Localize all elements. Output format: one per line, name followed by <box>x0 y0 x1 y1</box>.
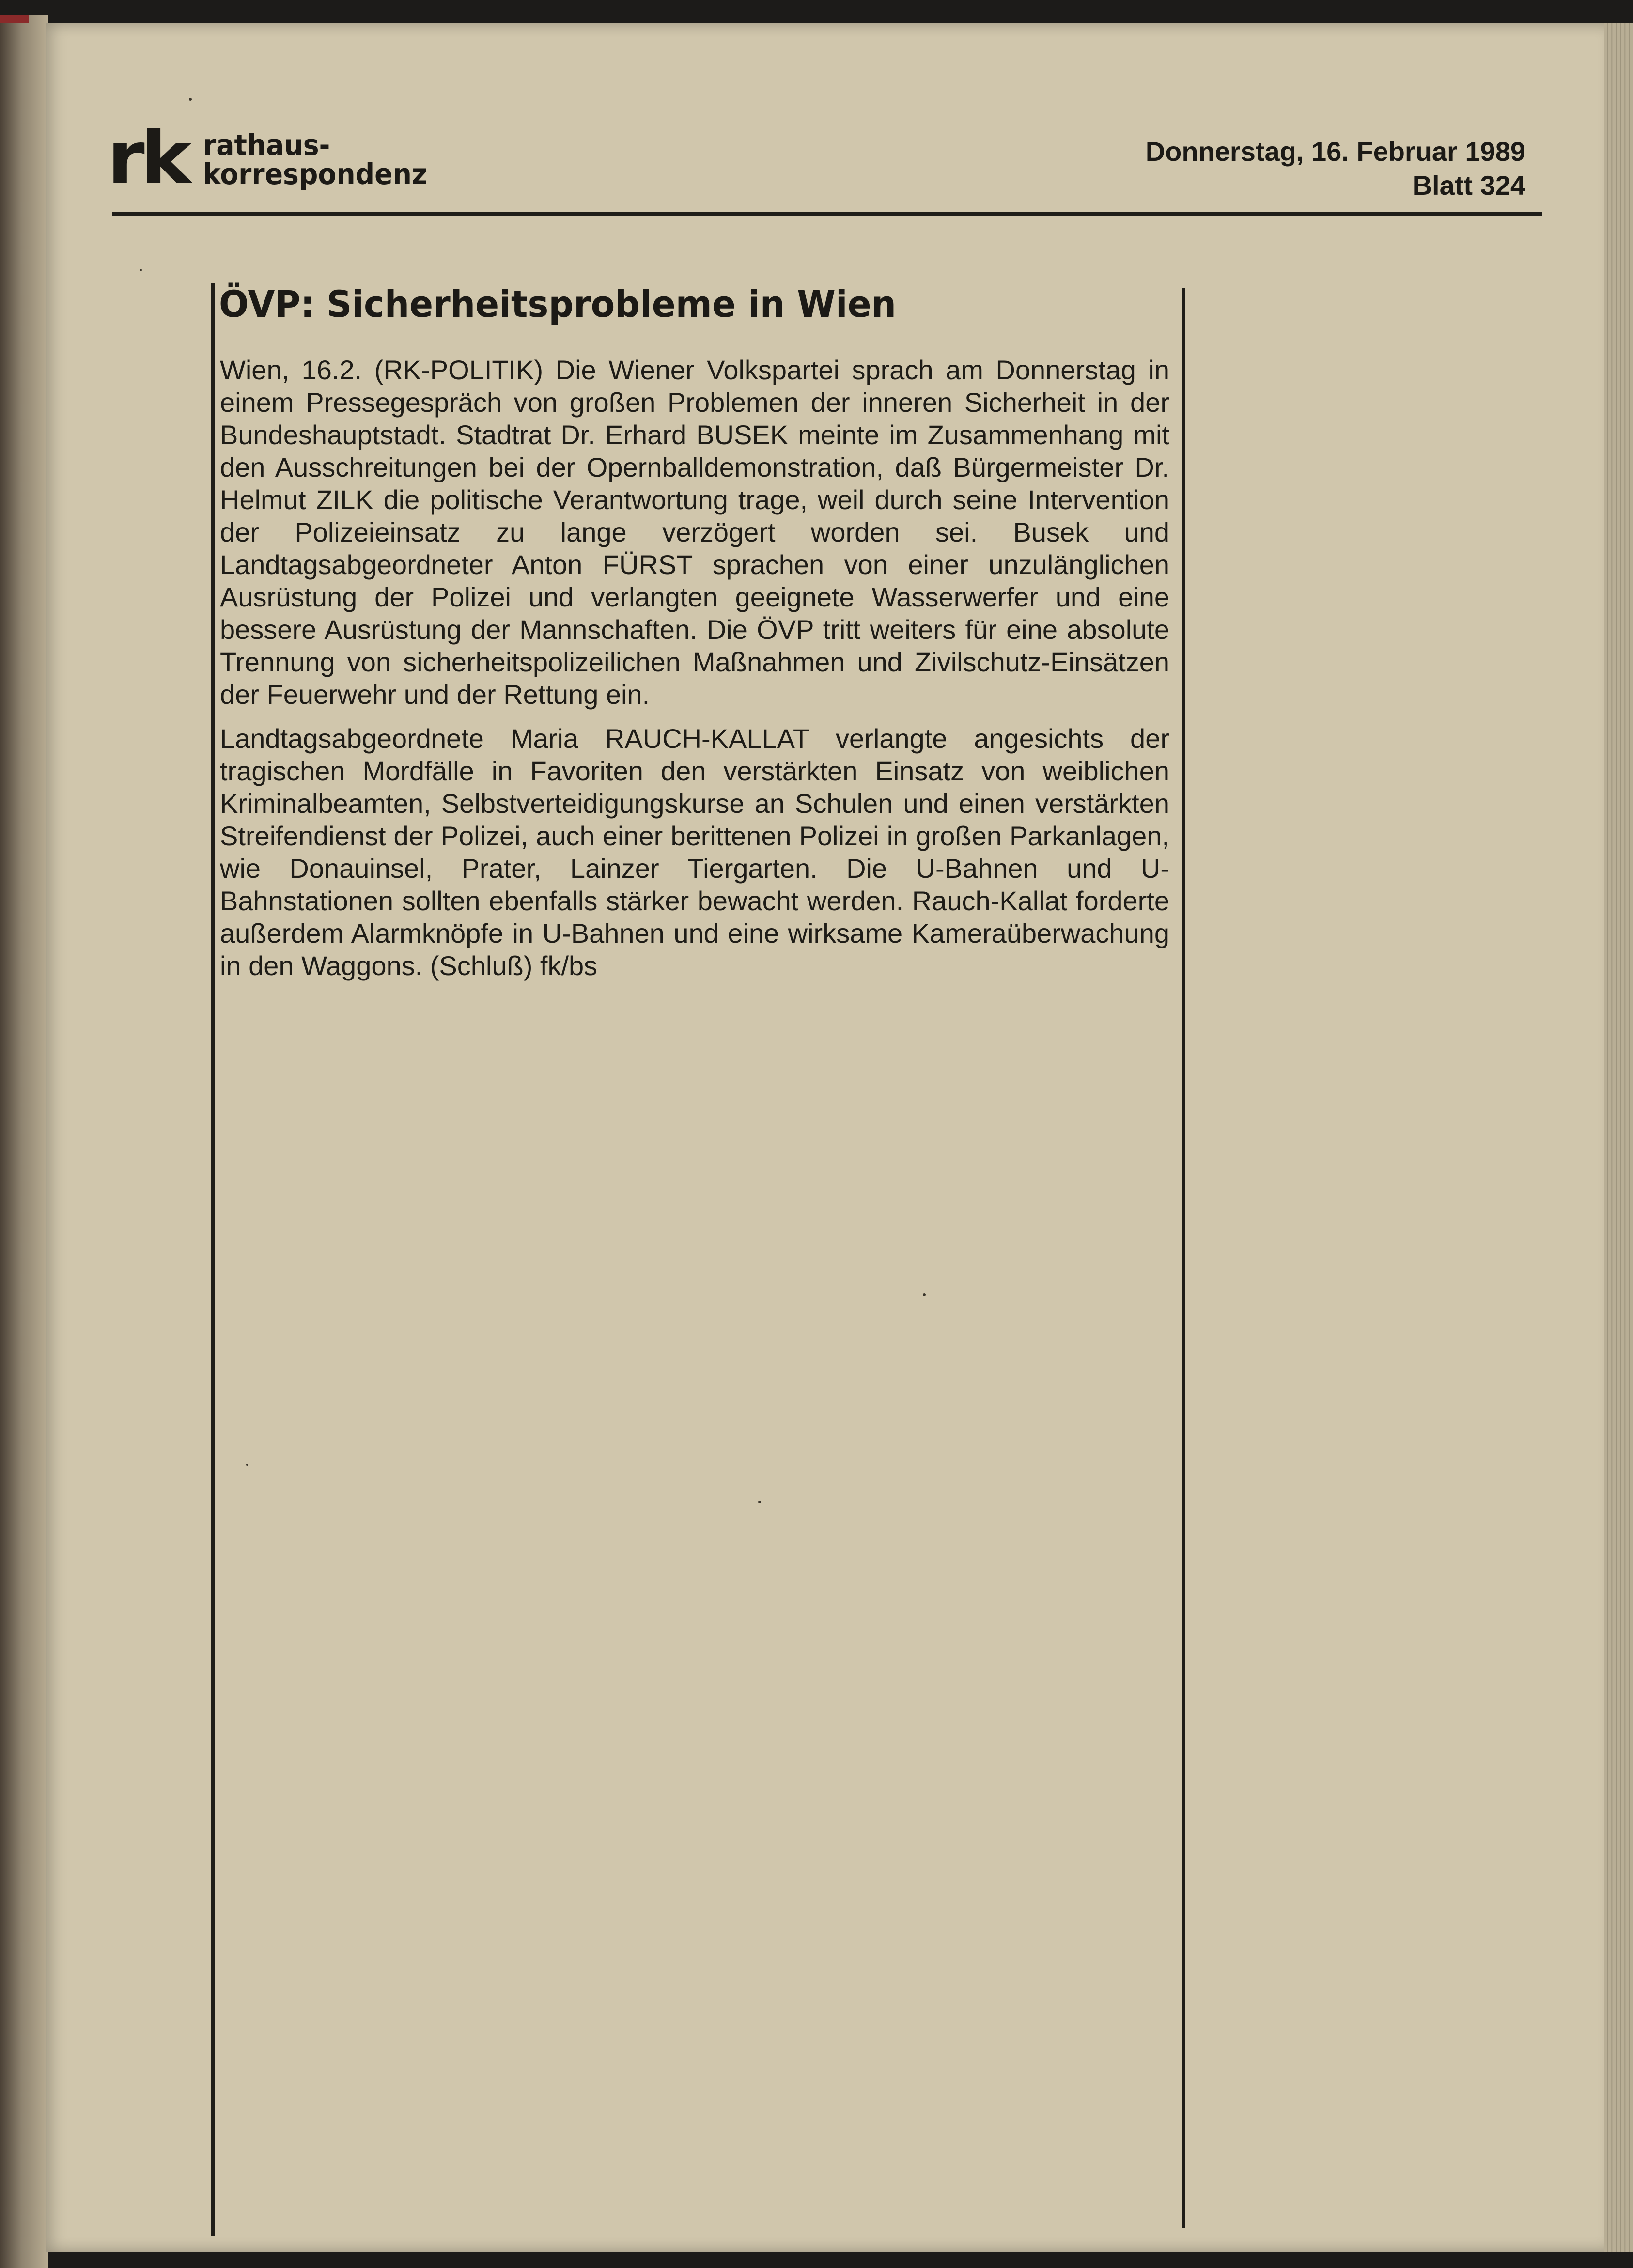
paper-speck <box>758 1501 761 1503</box>
logo-wordmark <box>202 128 427 191</box>
page-edges <box>1604 23 1633 2252</box>
logo-line-1: rathaus- <box>202 128 330 162</box>
column-rule-left <box>211 283 215 2236</box>
article-body <box>220 354 1169 994</box>
column-rule-right <box>1182 288 1185 2228</box>
issue-date: Donnerstag, 16. Februar 1989 <box>1145 136 1525 167</box>
paper-speck <box>923 1293 926 1296</box>
binding-ribbon <box>0 15 29 23</box>
article-paragraph-1: Wien, 16.2. (RK-POLITIK) Die Wiener Volkspartei sprach am Donnerstag in einem Pressegespräch von großen Problemen der inneren Sicherheit in der Bundeshauptstadt. Stadtrat Dr. Erhard BUSEK meinte im Zusammenhang mit den Ausschreitungen bei der Opernballdemonstration, daß Bürgermeister Dr. Helmut ZILK die politische Verantwortung trage, weil durch seine Intervention der Polizeieinsatz zu lange verzögert worden sei. Busek und Landtagsabgeordneter Anton FÜRST sprachen von einer unzulänglichen Ausrüstung der Polizei und verlangten geeignete Wasserwerfer und eine bessere Ausrüstung der Mannschaften. Die ÖVP tritt weiters für eine absolute Trennung von sicherheitspolizeilichen Maßnahmen und Zivilschutz-Einsätzen der Feuerwehr und der Rettung ein. <box>220 355 1169 710</box>
article-paragraph-2: Landtagsabgeordnete Maria RAUCH-KALLAT verlangte angesichts der tragischen Mordfälle in Favoriten den verstärkten Einsatz von weiblichen Kriminalbeamten, Selbstverteidigungskurse an Schulen und einen verstärkten Streifendienst der Polizei, auch einer berittenen Polizei in großen Parkanlagen, wie Donauinsel, Prater, Lainzer Tiergarten. Die U-Bahnen und U-Bahnstationen sollten ebenfalls stärker bewacht werden. Rauch-Kallat forderte außerdem Alarmknöpfe in U-Bahnen und eine wirksame Kameraüberwachung in den Waggons. (Schluß) fk/bs <box>220 723 1169 981</box>
logo-line-2: korrespondenz <box>202 157 427 191</box>
logo-mark: rk <box>107 116 187 201</box>
header-meta <box>1146 135 1525 202</box>
book-binding <box>0 15 48 2268</box>
paper-speck <box>140 269 142 271</box>
header-rule <box>112 212 1542 216</box>
sheet-number: Blatt 324 <box>1412 170 1525 201</box>
paper-speck <box>246 1464 248 1466</box>
rk-logo <box>107 116 447 201</box>
paper-speck <box>189 98 192 101</box>
article-headline: ÖVP: Sicherheitsprobleme in Wien <box>219 282 897 326</box>
